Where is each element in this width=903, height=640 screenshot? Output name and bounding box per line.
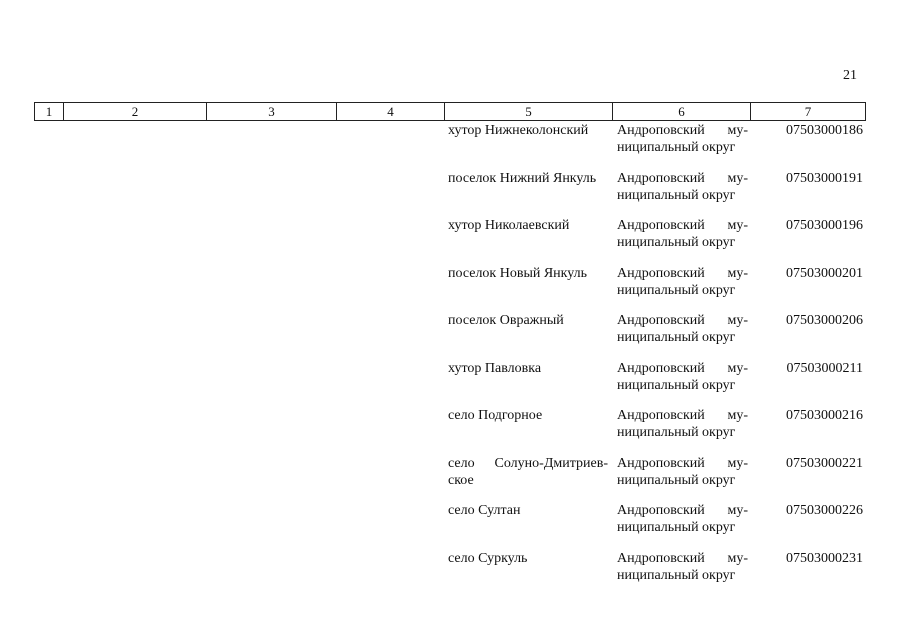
district-name: [617, 360, 748, 394]
settlement-code: 07503000226: [786, 503, 863, 518]
district-word: Андроповский: [617, 171, 705, 186]
column-header-5: 5: [445, 103, 613, 121]
district-name: [617, 265, 748, 299]
district-line2: ниципальный округ: [617, 568, 736, 583]
table-row: [0, 453, 903, 499]
settlement-code: 07503000196: [786, 218, 863, 233]
district-hyphen-part: му-: [727, 266, 748, 281]
settlement-code: 07503000231: [786, 551, 863, 566]
district-line2: ниципальный округ: [617, 425, 736, 440]
district-name: [617, 407, 748, 441]
district-hyphen-part: му-: [727, 123, 748, 138]
district-word: Андроповский: [617, 456, 705, 471]
district-word: Андроповский: [617, 218, 705, 233]
district-name: [617, 550, 748, 584]
district-line2: ниципальный округ: [617, 140, 736, 155]
district-word: Андроповский: [617, 361, 705, 376]
column-header-6: 6: [613, 103, 751, 121]
table-row: [0, 215, 903, 261]
settlement-code: 07503000201: [786, 266, 863, 281]
settlement-code: 07503000221: [786, 456, 863, 471]
column-header-3: 3: [207, 103, 337, 121]
column-header-1: 1: [35, 103, 64, 121]
district-hyphen-part: му-: [727, 218, 748, 233]
district-line2: ниципальный округ: [617, 283, 736, 298]
district-line2: ниципальный округ: [617, 188, 736, 203]
district-line2: ниципальный округ: [617, 378, 736, 393]
settlement-name: хутор Павловка: [448, 361, 542, 376]
settlement-name: поселок Новый Янкуль: [448, 266, 588, 281]
page-number: 21: [843, 68, 857, 83]
table-row: [0, 263, 903, 309]
settlement-name: село Подгорное: [448, 408, 543, 423]
column-header-7: 7: [751, 103, 866, 121]
settlement-name: поселок Овражный: [448, 313, 564, 328]
district-line2: ниципальный округ: [617, 520, 736, 535]
settlement-name: село Солуно-Дмитриев-ское: [448, 456, 608, 488]
district-hyphen-part: му-: [727, 171, 748, 186]
district-word: Андроповский: [617, 313, 705, 328]
settlement-name: поселок Нижний Янкуль: [448, 171, 597, 186]
settlement-name: хутор Нижнеколонский: [448, 123, 589, 138]
district-name: [617, 312, 748, 346]
settlement-name: село Султан: [448, 503, 521, 518]
district-line2: ниципальный округ: [617, 235, 736, 250]
district-hyphen-part: му-: [727, 408, 748, 423]
district-hyphen-part: му-: [727, 361, 748, 376]
district-line2: ниципальный округ: [617, 473, 736, 488]
district-hyphen-part: му-: [727, 313, 748, 328]
table-row: [0, 168, 903, 214]
district-word: Андроповский: [617, 551, 705, 566]
column-header-2: 2: [64, 103, 207, 121]
district-word: Андроповский: [617, 266, 705, 281]
settlement-code: 07503000186: [786, 123, 863, 138]
settlement-code: 07503000211: [786, 361, 863, 376]
settlement-name: село Суркуль: [448, 551, 528, 566]
district-hyphen-part: му-: [727, 456, 748, 471]
district-word: Андроповский: [617, 123, 705, 138]
table-row: [0, 120, 903, 166]
table-row: [0, 358, 903, 404]
district-name: [617, 170, 748, 204]
district-hyphen-part: му-: [727, 551, 748, 566]
column-header-table: [34, 102, 866, 121]
district-hyphen-part: му-: [727, 503, 748, 518]
settlement-code: 07503000191: [786, 171, 863, 186]
table-row: [0, 405, 903, 451]
district-name: [617, 502, 748, 536]
district-word: Андроповский: [617, 503, 705, 518]
district-name: [617, 122, 748, 156]
settlement-code: 07503000206: [786, 313, 863, 328]
table-row: [0, 548, 903, 594]
district-name: [617, 217, 748, 251]
column-header-row: [35, 103, 866, 121]
column-header-4: 4: [337, 103, 445, 121]
settlement-code: 07503000216: [786, 408, 863, 423]
table-row: [0, 310, 903, 356]
district-word: Андроповский: [617, 408, 705, 423]
district-name: [617, 455, 748, 489]
table-row: [0, 500, 903, 546]
settlement-name: хутор Николаевский: [448, 218, 570, 233]
district-line2: ниципальный округ: [617, 330, 736, 345]
